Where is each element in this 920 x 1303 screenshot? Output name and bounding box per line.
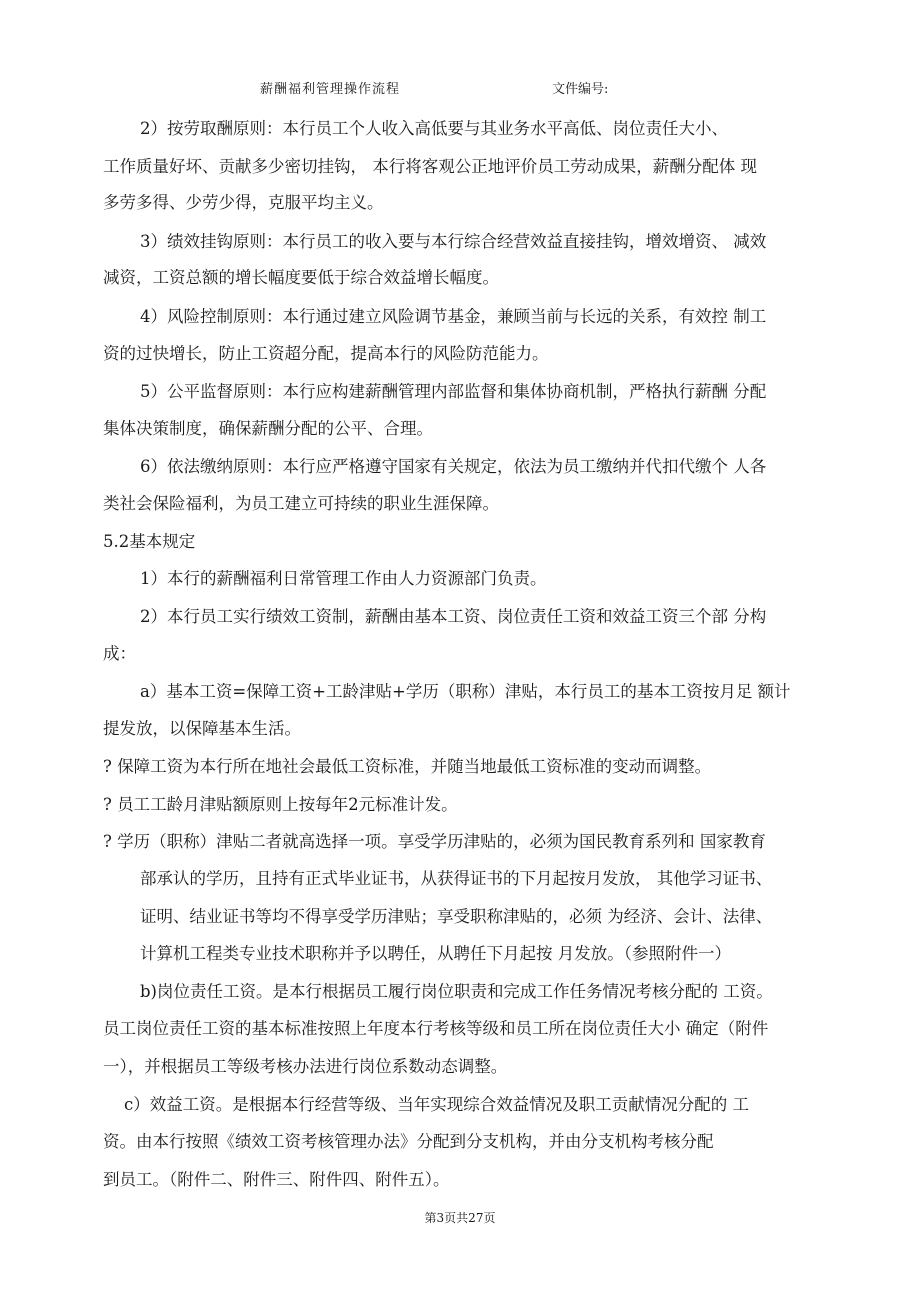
paragraph-line: 多劳多得、少劳少得，克服平均主义。: [103, 193, 384, 212]
section-heading: 5.2基本规定: [103, 532, 196, 551]
document-title: 薪酬福利管理操作流程: [260, 82, 401, 97]
document-number-label: 文件编号:: [552, 82, 609, 97]
paragraph-line: 1）本行的薪酬福利日常管理工作由人力资源部门负责。: [140, 569, 547, 588]
paragraph-line: 5）公平监督原则：本行应构建薪酬管理内部监督和集体协商机制，严格执行薪酬 分配: [140, 382, 767, 401]
page-number: 第3页共27页: [424, 1211, 496, 1225]
paragraph-line: 一），并根据员工等级考核办法进行岗位系数动态调整。: [103, 1057, 508, 1076]
paragraph-line: b)岗位责任工资。是本行根据员工履行岗位职责和完成工作任务情况考核分配的 工资。: [140, 982, 773, 1001]
paragraph-line: 2）本行员工实行绩效工资制，薪酬由基本工资、岗位责任工资和效益工资三个部 分构: [140, 607, 767, 626]
paragraph-line: 资。由本行按照《绩效工资考核管理办法》分配到分支机构，并由分支机构考核分配: [103, 1132, 714, 1151]
paragraph-line: a）基本工资=保障工资+工龄津贴+学历（职称）津贴，本行员工的基本工资按月足 额计: [140, 682, 791, 701]
paragraph-line: 成：: [103, 644, 136, 663]
paragraph-line: 3）绩效挂钩原则：本行员工的收入要与本行综合经营效益直接挂钩，增效增资、 减效: [140, 232, 767, 251]
paragraph-line: 员工岗位责任工资的基本标准按照上年度本行考核等级和员工所在岗位责任大小 确定（附件: [103, 1019, 769, 1038]
paragraph-line: 部承认的学历，且持有正式毕业证书，从获得证书的下月起按月发放， 其他学习证书、: [140, 869, 773, 888]
paragraph-line: 4）风险控制原则：本行通过建立风险调节基金，兼顾当前与长远的关系，有效控 制工: [140, 307, 767, 326]
paragraph-line: 减资，工资总额的增长幅度要低于综合效益增长幅度。: [103, 268, 499, 287]
paragraph-line: 工作质量好坏、贡献多少密切挂钩， 本行将客观公正地评价员工劳动成果，薪酬分配体 现: [103, 157, 757, 176]
paragraph-line: c）效益工资。是根据本行经营等级、当年实现综合效益情况及职工贡献情况分配的 工: [124, 1095, 749, 1114]
paragraph-line: 资的过快增长，防止工资超分配，提高本行的风险防范能力。: [103, 344, 549, 363]
paragraph-line: 计算机工程类专业技术职称并予以聘任，从聘任下月起按 月发放。（参照附件一）: [140, 944, 731, 963]
paragraph-line: 到员工。（附件二、附件三、附件四、附件五）。: [103, 1170, 450, 1189]
paragraph-line: 证明、结业证书等均不得享受学历津贴；享受职称津贴的，必须 为经济、会计、法律、: [140, 907, 773, 926]
bullet-line: ? 员工工龄月津贴额原则上按每年2元标准计发。: [103, 795, 458, 814]
paragraph-line: 集体决策制度，确保薪酬分配的公平、合理。: [103, 419, 433, 438]
paragraph-line: 6）依法缴纳原则：本行应严格遵守国家有关规定，依法为员工缴纳并代扣代缴个 人各: [140, 457, 767, 476]
bullet-line: ? 保障工资为本行所在地社会最低工资标准，并随当地最低工资标准的变动而调整。: [103, 757, 712, 776]
paragraph-line: 提发放，以保障基本生活。: [103, 719, 301, 738]
paragraph-line: 2）按劳取酬原则：本行员工个人收入高低要与其业务水平高低、岗位责任大小、: [140, 119, 728, 138]
bullet-line: ? 学历（职称）津贴二者就高选择一项。享受学历津贴的，必须为国民教育系列和 国家教育: [103, 832, 766, 851]
paragraph-line: 类社会保险福利，为员工建立可持续的职业生涯保障。: [103, 494, 499, 513]
